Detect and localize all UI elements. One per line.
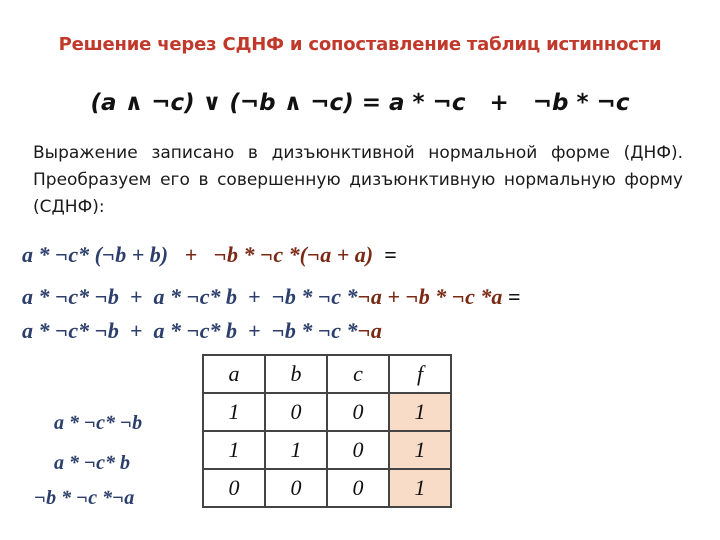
cell-b: 1: [265, 431, 327, 469]
cell-a: 1: [203, 431, 265, 469]
header-c: c: [327, 355, 389, 393]
table-row: [203, 431, 451, 469]
expr-2-part-5: =: [502, 284, 521, 309]
cell-c: 0: [327, 431, 389, 469]
cell-f: 1: [389, 469, 451, 507]
header-b: b: [265, 355, 327, 393]
expr-2-part-2: ¬a: [357, 284, 382, 309]
explanation-paragraph: Выражение записано в дизъюнктивной нормальной форме (ДНФ). Преобразуем его в совершенную дизъюнктивную нормальную форму (СДНФ):: [33, 143, 683, 217]
row-label-1: a * ¬c* ¬b: [54, 412, 143, 434]
cell-a: 0: [203, 469, 265, 507]
cell-f: 1: [389, 393, 451, 431]
cell-b: 0: [265, 393, 327, 431]
cell-c: 0: [327, 469, 389, 507]
expr-2-part-4: a: [491, 284, 503, 309]
expression-line-2: [22, 284, 712, 310]
expr-1-part-1: a * ¬c* (¬b + b): [22, 242, 169, 267]
expr-3-part-1: a * ¬c* ¬b + a * ¬c* b + ¬b * ¬c *: [22, 318, 358, 343]
expression-line-1: [22, 242, 712, 268]
truth-table-header-row: [203, 355, 451, 393]
header-f: f: [389, 355, 451, 393]
cell-c: 0: [327, 393, 389, 431]
expression-line-3: [22, 318, 712, 344]
cell-a: 1: [203, 393, 265, 431]
expr-2-part-1: a * ¬c* ¬b + a * ¬c* b + ¬b * ¬c *: [22, 284, 358, 309]
cell-b: 0: [265, 469, 327, 507]
cell-f: 1: [389, 431, 451, 469]
main-formula: (a ∧ ¬c) ∨ (¬b ∧ ¬c) = a * ¬c + ¬b * ¬c: [90, 90, 630, 116]
expr-1-part-4: =: [373, 242, 397, 267]
truth-table: [202, 354, 452, 508]
expr-2-part-3: + ¬b * ¬c *: [381, 284, 492, 309]
row-label-3: ¬b * ¬c *¬a: [34, 487, 135, 509]
row-label-2: a * ¬c* b: [54, 452, 130, 474]
expr-1-part-3: (¬a + a): [299, 242, 374, 267]
expr-3-part-2: ¬a: [357, 318, 382, 343]
expr-1-part-2: + ¬b * ¬c *: [168, 242, 300, 267]
header-a: a: [203, 355, 265, 393]
table-row: [203, 469, 451, 507]
slide-title: Решение через СДНФ и сопоставление таблиц истинности: [58, 34, 662, 55]
table-row: [203, 393, 451, 431]
